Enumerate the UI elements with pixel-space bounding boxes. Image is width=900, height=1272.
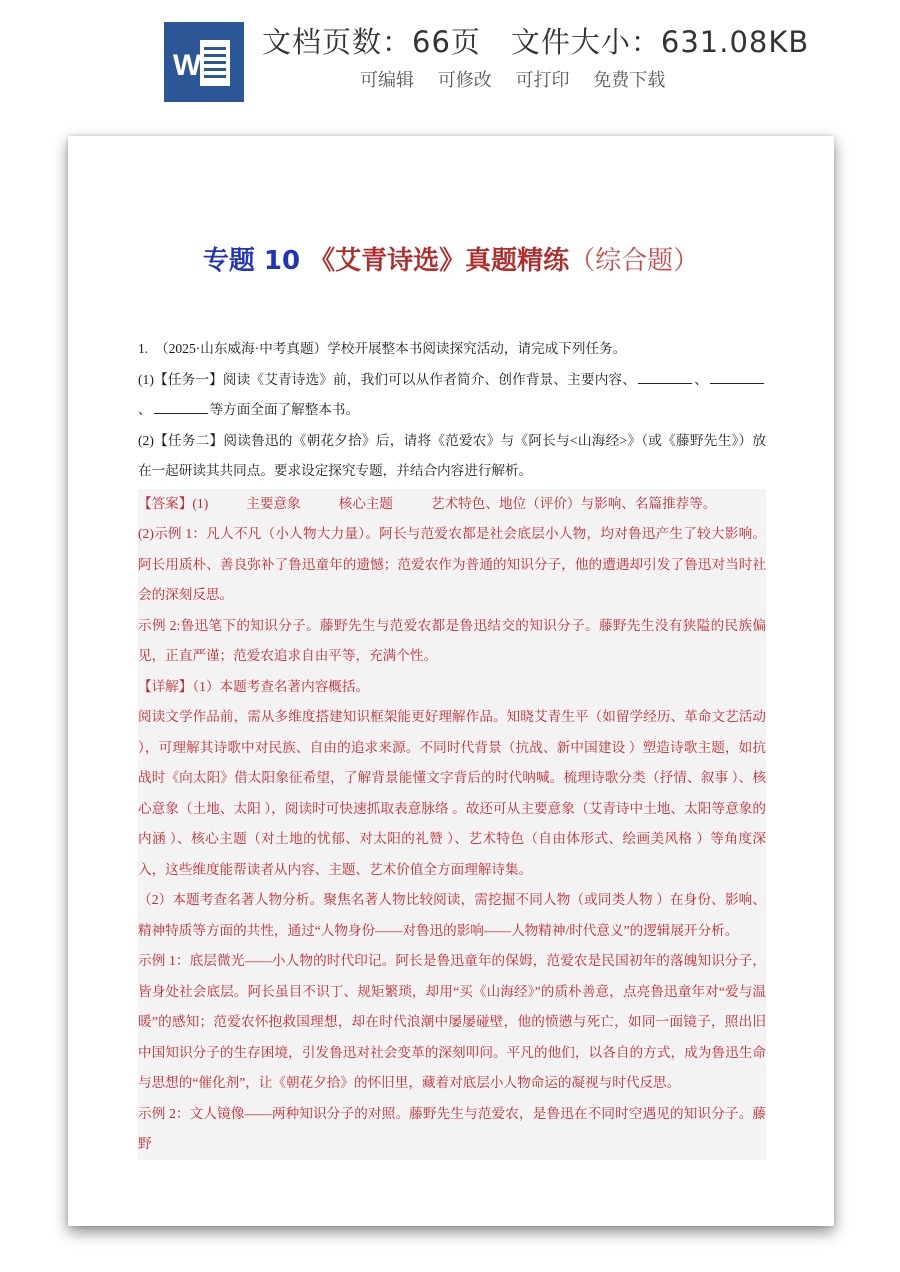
document-title xyxy=(68,240,834,277)
feature-free-download: 免费下载 xyxy=(593,70,666,91)
answer-two-example-one: (2)示例 1：凡人不凡（小人物大力量）。阿长与范爱农都是社会底层小人物，均对鲁迅产生了较大影响。阿长用质朴、善良弥补了鲁迅童年的遗憾；范爱农作为普通的知识分子，他的遭遇却引发了鲁迅对当时社会的深刻反思。 xyxy=(138,526,766,602)
document-page xyxy=(68,136,834,1226)
answer-two-example-two: 示例 2:鲁迅笔下的知识分子。藤野先生与范爱农都是鲁迅结交的知识分子。藤野先生没有狭隘的民族偏见，正直严谨；范爱农追求自由平等，充满个性。 xyxy=(138,617,766,663)
file-info xyxy=(262,20,882,61)
title-topic-number: 专题 10 xyxy=(202,246,301,276)
feature-list xyxy=(360,66,675,92)
svg-text:W: W xyxy=(172,49,202,82)
detail-part-one: 阅读文学作品前，需从多维度搭建知识框架能更好理解作品。知晓艾青生平（如留学经历、革命文艺活动 ），可理解其诗歌中对民族、自由的追求来源。不同时代背景（抗战、新中国建设 ）塑造诗歌主题，如抗战时《向太阳》借太阳象征希望，了解背景能懂文字背后的时代呐喊。梳理诗歌分类（抒情、叙事 ）、核心意象（土地、太阳 ），阅读时可快速抓取表意脉络 。故还可从主要意象（艾青诗中土地、太阳等意象的内涵 ）、核心主题（对土地的忧郁、对太阳的礼赞 ）、艺术特色（自由体形式、绘画美风格 ）等角度深入，这些维度能帮读者从内容、主题、艺术价值全方面理解诗集。 xyxy=(138,709,766,877)
detail-heading: 【详解】（1）本题考查名著内容概括。 xyxy=(138,678,370,694)
detail-example-one: 示例 1：底层微光——小人物的时代印记。阿长是鲁迅童年的保姆，范爱农是民国初年的落魄知识分子，皆身处社会底层。阿长虽目不识丁、规矩繁琐，却用“买《山海经》”的质朴善意，点亮鲁迅童年对“爱与温暖”的感知；范爱农怀抱救国理想，却在时代浪潮中屡屡碰壁，他的愤懑与死亡，如同一面镜子，照出旧中国知识分子的生存困境，引发鲁迅对社会变革的深刻叩问。平凡的他们，以各自的方式，成为鲁迅生命与思想的“催化剂”，让《朝花夕拾》的怀旧里，藏着对底层小人物命运的凝视与时代反思。 xyxy=(138,953,766,1090)
task-one: (1)【任务一】阅读《艾青诗选》前，我们可以从作者简介、创作背景、主要内容、 、、 等方面全面了解整本书。 xyxy=(138,365,766,426)
file-size: 文件大小：631.08KB xyxy=(510,25,810,59)
document-body xyxy=(138,334,766,1160)
detail-example-two: 示例 2：文人镜像——两种知识分子的对照。藤野先生与范爱农，是鲁迅在不同时空遇见的知识分子。藤野 xyxy=(138,1105,766,1151)
answer-section xyxy=(138,489,766,1160)
download-banner xyxy=(0,0,900,132)
task-two: (2)【任务二】阅读鲁迅的《朝花夕拾》后，请将《范爱农》与《阿长与<山海经>》（或《藤野先生》）放在一起研读其共同点。要求设定探究专题，并结合内容进行解析。 xyxy=(138,432,766,478)
word-document-icon xyxy=(164,22,244,102)
feature-editable: 可编辑 xyxy=(360,70,414,91)
answer-one: 【答案】(1) 主要意象 核心主题 艺术特色、地位（评价）与影响、名篇推荐等。 xyxy=(138,495,717,511)
feature-printable: 可打印 xyxy=(515,70,570,91)
title-type: （综合题） xyxy=(569,246,700,276)
feature-modifiable: 可修改 xyxy=(437,70,492,91)
answer-blank xyxy=(154,401,208,414)
title-main: 《艾青诗选》真题精练 xyxy=(309,246,570,276)
detail-part-two: （2）本题考查名著人物分析。聚焦名著人物比较阅读，需挖掘不同人物（或同类人物 ）在身份、影响、精神特质等方面的共性，通过“人物身份——对鲁迅的影响——人物精神/时代意义”的逻辑展开分析。 xyxy=(138,892,766,938)
question-intro: 1. （2025·山东威海·中考真题）学校开展整本书阅读探究活动，请完成下列任务。 xyxy=(138,341,627,356)
answer-blank xyxy=(710,371,764,384)
page-count: 文档页数：66页 xyxy=(262,25,481,59)
answer-blank xyxy=(638,371,692,384)
